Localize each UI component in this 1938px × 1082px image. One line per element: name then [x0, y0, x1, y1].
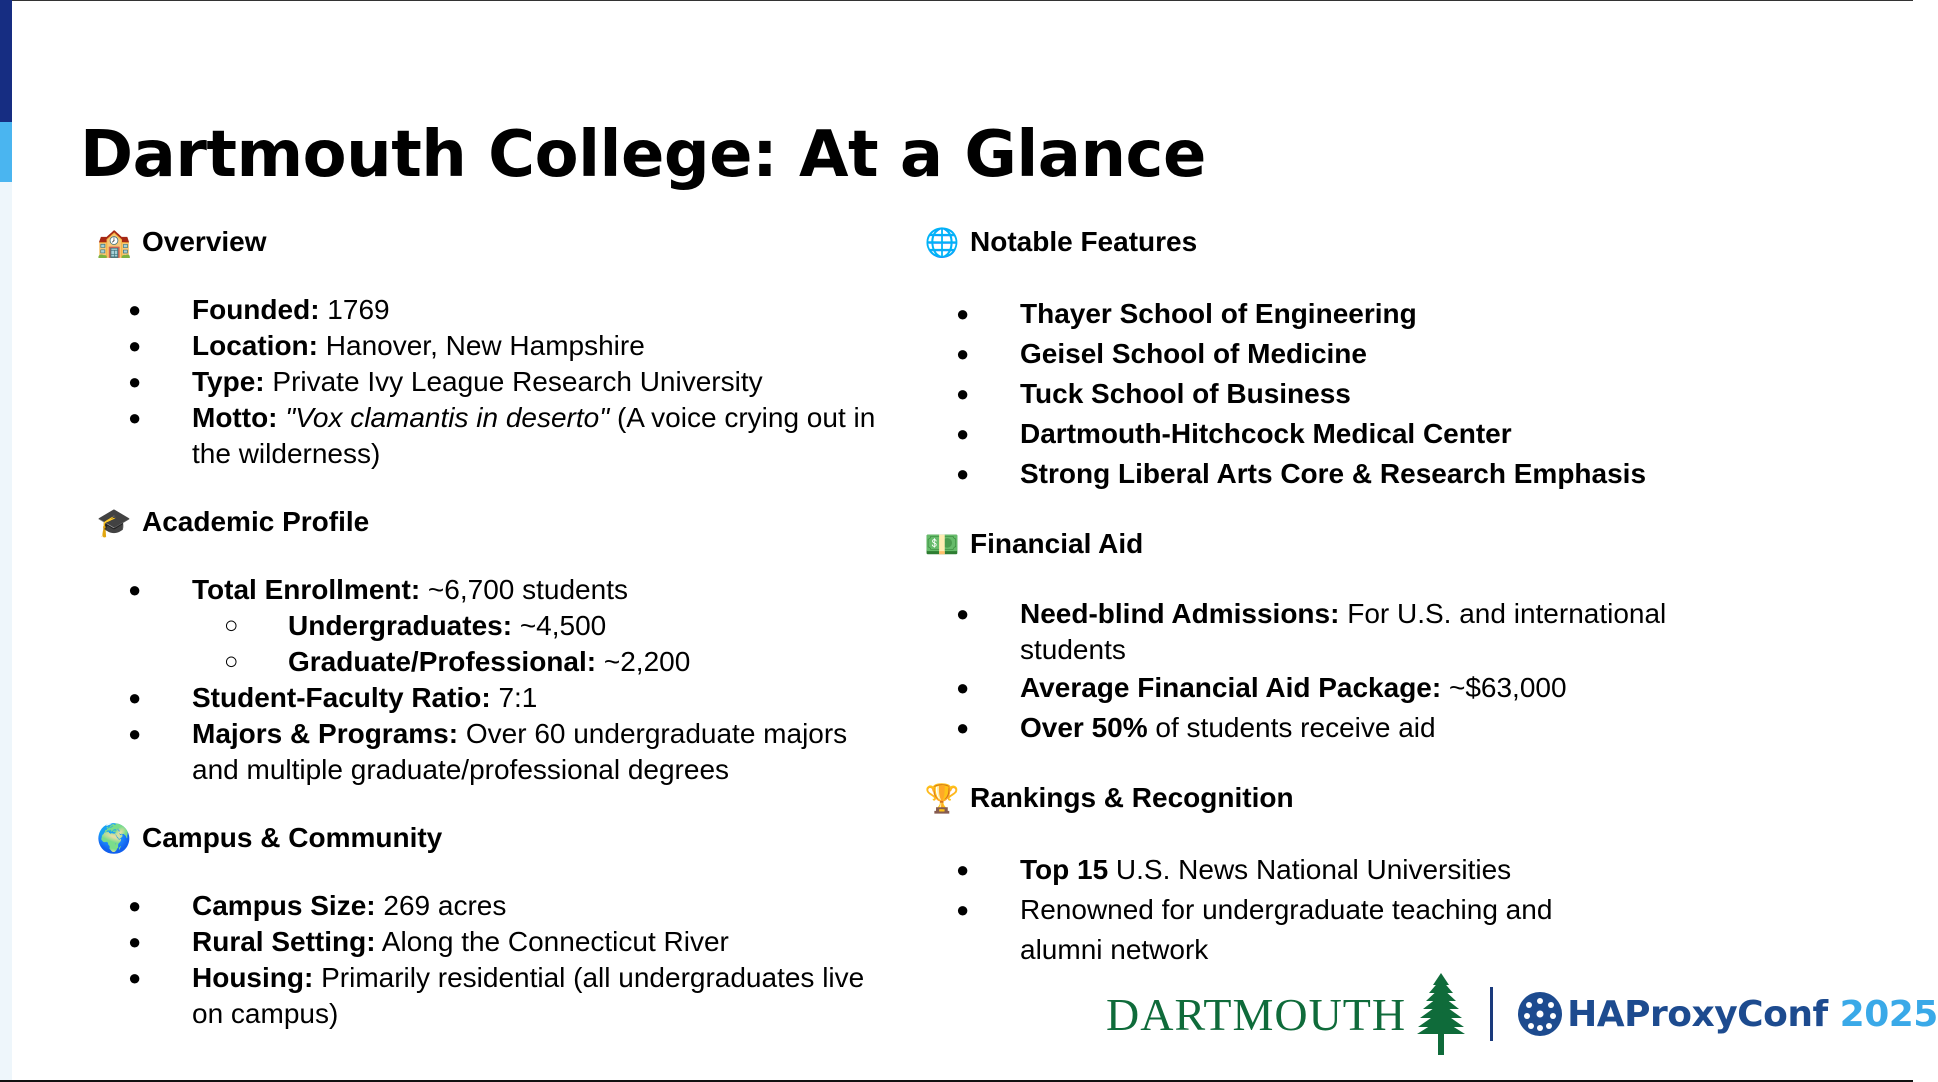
list-item: ● Dartmouth-Hitchcock Medical Center	[924, 414, 1724, 454]
footer-logos	[1106, 970, 1938, 1058]
list-item: ● Need-blind Admissions: For U.S. and international students	[924, 596, 1724, 668]
globe-icon: 🌍	[96, 821, 132, 855]
financial-heading-text: Financial Aid	[970, 528, 1144, 559]
overview-heading	[96, 222, 876, 262]
rankings-heading	[924, 778, 1724, 818]
list-item: ● Tuck School of Business	[924, 374, 1724, 414]
accent-bar-pale	[0, 182, 12, 1080]
notable-list	[924, 294, 1724, 494]
haproxyconf-wordmark: HAProxyConf 2025	[1567, 993, 1938, 1035]
academic-heading	[96, 502, 876, 542]
dollar-bill-icon: 💵	[924, 527, 960, 561]
accent-bar-light	[0, 122, 12, 182]
list-item: ● Campus Size: 269 acres	[96, 888, 876, 924]
list-item: ● Type: Private Ivy League Research University	[96, 364, 876, 400]
globe-meridians-icon: 🌐	[924, 225, 960, 259]
list-item: ● Majors & Programs: Over 60 undergraduate majors and multiple graduate/professional degrees	[96, 716, 876, 788]
list-item: ● Geisel School of Medicine	[924, 334, 1724, 374]
notable-heading	[924, 222, 1724, 262]
overview-heading-text: Overview	[142, 226, 267, 257]
list-item: ● Thayer School of Engineering	[924, 294, 1724, 334]
notable-heading-text: Notable Features	[970, 226, 1198, 257]
left-column	[96, 222, 876, 1032]
campus-heading-text: Campus & Community	[142, 822, 443, 853]
overview-list	[96, 292, 876, 472]
school-icon: 🏫	[96, 225, 132, 259]
rankings-list	[924, 850, 1724, 970]
pine-tree-icon	[1416, 971, 1466, 1057]
list-item: ● Top 15 U.S. News National Universities	[924, 850, 1724, 890]
sub-list-item: ○ Undergraduates: ~4,500	[96, 608, 876, 644]
list-item: ● Founded: 1769	[96, 292, 876, 328]
logo-divider	[1490, 987, 1493, 1041]
financial-heading	[924, 524, 1724, 564]
trophy-icon: 🏆	[924, 781, 960, 815]
graduation-cap-icon: 🎓	[96, 505, 132, 539]
list-item: ● Motto: "Vox clamantis in deserto" (A voice crying out in the wilderness)	[96, 400, 876, 472]
financial-list	[924, 596, 1724, 748]
academic-heading-text: Academic Profile	[142, 506, 370, 537]
accent-bar-dark	[0, 0, 12, 122]
dartmouth-wordmark: DARTMOUTH	[1106, 988, 1407, 1040]
list-item: ● Renowned for undergraduate teaching and alumni network	[924, 890, 1724, 970]
academic-list	[96, 572, 876, 788]
list-item: ● Rural Setting: Along the Connecticut River	[96, 924, 876, 960]
right-column	[924, 222, 1724, 970]
list-item: ● Housing: Primarily residential (all undergraduates live on campus)	[96, 960, 876, 1032]
list-item: ● Total Enrollment: ~6,700 students	[96, 572, 876, 608]
list-item: ● Strong Liberal Arts Core & Research Emphasis	[924, 454, 1724, 494]
list-item: ● Over 50% of students receive aid	[924, 708, 1724, 748]
sub-list-item: ○ Graduate/Professional: ~2,200	[96, 644, 876, 680]
slide-title: Dartmouth College: At a Glance	[80, 118, 1206, 192]
rankings-heading-text: Rankings & Recognition	[970, 782, 1294, 813]
list-item: ● Average Financial Aid Package: ~$63,000	[924, 668, 1724, 708]
campus-heading	[96, 818, 876, 858]
campus-list	[96, 888, 876, 1032]
list-item: ● Location: Hanover, New Hampshire	[96, 328, 876, 364]
haproxy-logo-icon	[1517, 991, 1563, 1037]
list-item: ● Student-Faculty Ratio: 7:1	[96, 680, 876, 716]
